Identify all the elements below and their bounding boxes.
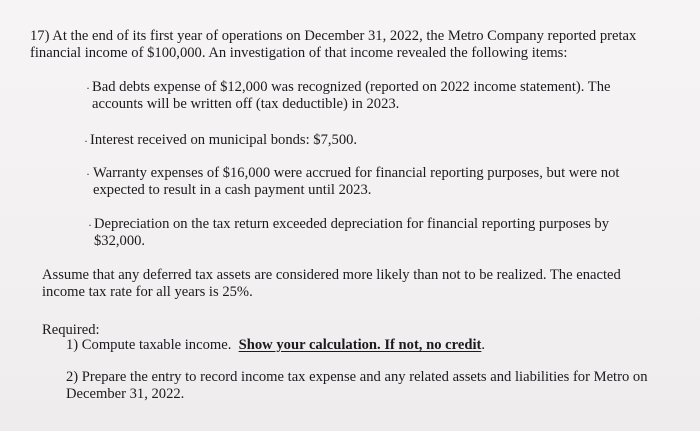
- bullet-3-line-2: expected to result in a cash payment until 2023.: [93, 182, 372, 198]
- bullet-4-line-1: Depreciation on the tax return exceeded depreciation for financial reporting purposes by: [94, 216, 610, 232]
- bullet-marker-3: ·: [86, 167, 90, 181]
- question-intro-line-2: financial income of $100,000. An investigation of that income revealed the following items:: [30, 45, 568, 61]
- required-item-2: [66, 369, 648, 403]
- bullet-marker-2: ·: [84, 134, 88, 148]
- bullet-marker-1: ·: [86, 81, 90, 95]
- required-item-1: [66, 337, 485, 354]
- question-intro: [30, 28, 636, 62]
- required-heading: Required:: [42, 322, 100, 338]
- bullet-3-line-1: Warranty expenses of $16,000 were accrued for financial reporting purposes, but were not: [93, 165, 620, 181]
- bullet-item-1: [92, 79, 610, 113]
- bullet-item-2: [90, 132, 357, 149]
- bullet-2-line-1: Interest received on municipal bonds: $7,500.: [90, 132, 358, 148]
- assumption-line-2: income tax rate for all years is 25%.: [42, 284, 253, 300]
- assumption-line-1: Assume that any deferred tax assets are considered more likely than not to be realized. The enacted: [42, 267, 621, 283]
- required-item-1-end: .: [481, 337, 486, 353]
- assumption-paragraph: [42, 267, 621, 301]
- question-intro-line-1: 17) At the end of its first year of operations on December 31, 2022, the Metro Company reported pretax: [30, 28, 637, 44]
- required-item-1-emphasis: Show your calculation. If not, no credit: [238, 337, 482, 353]
- bullet-item-3: [93, 165, 619, 199]
- required-item-2-line-1: 2) Prepare the entry to record income tax expense and any related assets and liabilities for Metro on: [66, 369, 648, 385]
- required-item-1-text: 1) Compute taxable income.: [66, 337, 232, 353]
- bullet-4-line-2: $32,000.: [94, 233, 146, 249]
- required-item-2-line-2: December 31, 2022.: [66, 386, 185, 402]
- bullet-item-4: [94, 216, 609, 250]
- bullet-1-line-1: Bad debts expense of $12,000 was recognized (reported on 2022 income statement). The: [92, 79, 611, 95]
- bullet-marker-4: ·: [88, 218, 92, 232]
- bullet-1-line-2: accounts will be written off (tax deductible) in 2023.: [92, 96, 400, 112]
